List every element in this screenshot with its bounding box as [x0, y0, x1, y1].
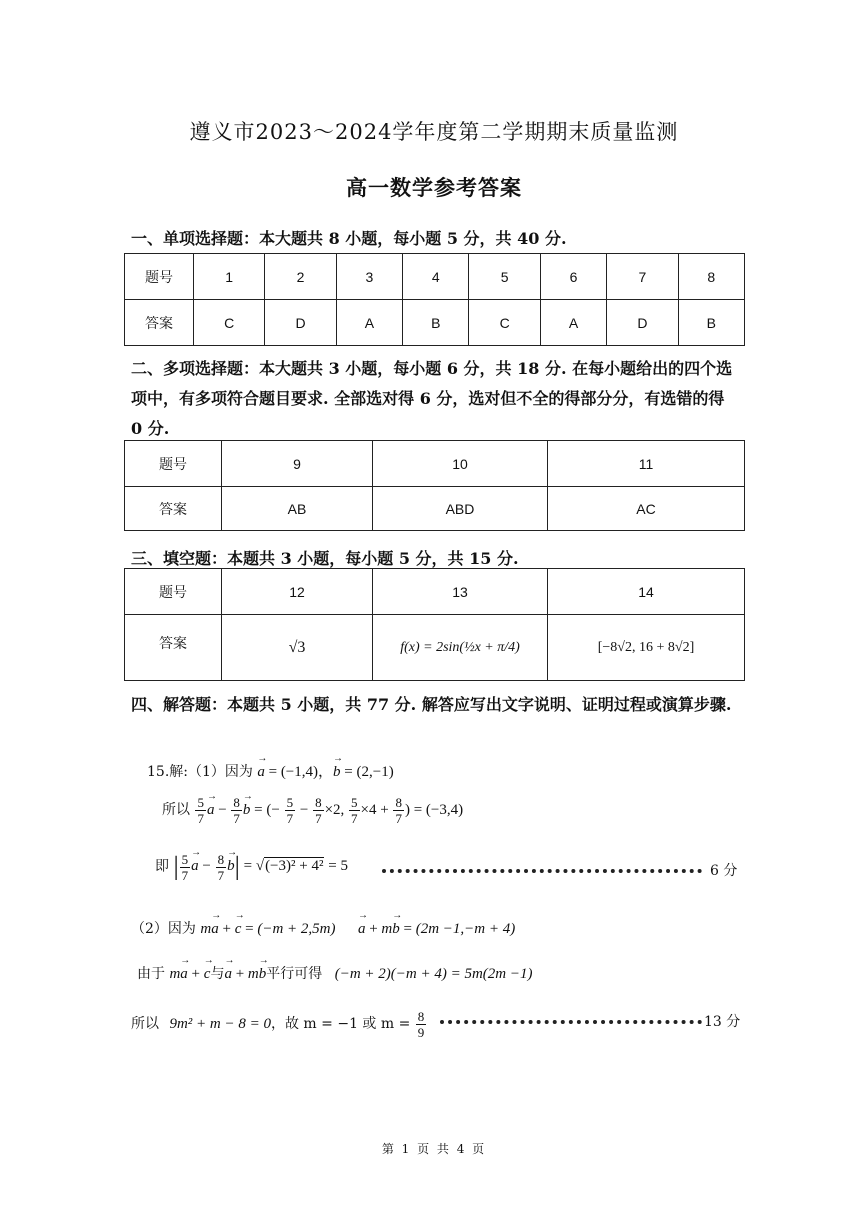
cell-number: 13 — [373, 569, 548, 615]
answer-13 — [373, 615, 548, 681]
page-title: 遵义市2023～2024学年度第二学期期末质量监测 — [189, 120, 679, 144]
answer-12-text: √3 — [288, 638, 306, 656]
section2-table — [124, 440, 745, 531]
answer-14 — [548, 615, 745, 681]
row-label-number: 题号 — [125, 569, 222, 615]
q15-line6: 所以 9m² + m − 8 = 0，故 m = −1 或 m = $\frac{8}{9}$ — [131, 1009, 425, 1040]
q15-ji-label: 即 — [155, 858, 169, 875]
row-label-number: 题号 — [125, 254, 194, 300]
vector-b-symbol: → b — [333, 764, 341, 781]
section1-heading: 一、单项选择题：本大题共 8 小题，每小题 5 分，共 40 分. — [131, 229, 567, 248]
dotted-leader — [382, 869, 702, 873]
answer-13-text: f(x) = 2sin(½x + π/4) — [400, 639, 520, 655]
section3-heading: 三、填空题：本题共 3 小题，每小题 5 分，共 15 分. — [131, 549, 519, 568]
row-label-answer: 答案 — [125, 487, 222, 531]
page-footer: 第 1 页 共 4 页 — [381, 1142, 487, 1156]
q15-so-label: 所以 — [162, 801, 190, 818]
q15-line4: （2）因为 m→ a + → c = (−m + 2,5m) → a + m→ b = (2m −1,−m + 4) — [131, 918, 515, 938]
q15-line1: 15.解:（1）因为 → a = (−1,4)，→ b = (2,−1) — [147, 760, 394, 781]
cell-number: 8 — [678, 254, 744, 300]
section2-heading: 二、多项选择题：本大题共 3 小题，每小题 6 分，共 18 分. 在每小题给出的四个选项中，有多项符合题目要求. 全部选对得 6 分，选对但不全的得部分分，有选错的得 0 分. — [131, 359, 733, 438]
q15-part2-label: （2）因为 — [131, 921, 196, 937]
cell-answer: D — [265, 300, 336, 346]
cell-number: 1 — [194, 254, 265, 300]
cell-answer: ABD — [373, 487, 548, 531]
vector-a-value: (−1,4) — [280, 764, 319, 780]
section1-table — [124, 253, 745, 346]
q15-therefore: ，故 m = −1 或 m = — [270, 1015, 411, 1032]
q15-expr1: (−m + 2,5m) — [257, 921, 336, 937]
cell-answer: AB — [222, 487, 373, 531]
q15-eq: 9m² + m − 8 = 0 — [169, 1015, 271, 1032]
q15-line2: 所以 $\frac{5}{7}$ → a − $\frac{8}{7}$ → b = (− $\frac{5}{7}$ − $\frac{8}{7}$ ×2, $\frac{5}{7}$ ×4 + $\frac{8}{7}$ ) = (−3,4) — [162, 796, 463, 825]
cell-number: 5 — [469, 254, 540, 300]
q15-parallel: 平行可得 — [266, 966, 323, 982]
score-13: 13 分 — [704, 1014, 741, 1030]
vector-b-value: (2,−1) — [356, 764, 394, 780]
section4-heading: 四、解答题：本题共 5 小题，共 77 分. 解答应写出文字说明、证明过程或演算步骤. — [131, 695, 732, 714]
cell-number: 14 — [548, 569, 745, 615]
row-label-number: 题号 — [125, 441, 222, 487]
cell-number: 9 — [222, 441, 373, 487]
cell-answer: C — [469, 300, 540, 346]
vector-a-symbol: → a — [257, 764, 265, 781]
q15-result1: (−3,4) — [425, 801, 464, 818]
cell-answer: A — [336, 300, 402, 346]
page-subtitle: 高一数学参考答案 — [346, 175, 522, 200]
q15-intro: 15.解:（1）因为 — [147, 764, 253, 780]
score-6: 6 分 — [710, 863, 738, 879]
q15-line3: 即 | $\frac{5}{7}$ → a − $\frac{8}{7}$ → b| = √(−3)² + 4² = 5 — [155, 852, 348, 882]
answer-12 — [222, 615, 373, 681]
cell-number: 10 — [373, 441, 548, 487]
row-label-answer: 答案 — [125, 300, 194, 346]
cell-number: 4 — [403, 254, 469, 300]
cell-number: 6 — [540, 254, 606, 300]
cell-answer: B — [403, 300, 469, 346]
dotted-leader — [440, 1020, 702, 1024]
q15-line5: 由于 m→ a + → c与→ a + m→ b平行可得 (−m + 2)(−m + 4) = 5m(2m −1) — [137, 963, 533, 983]
cell-answer: AC — [548, 487, 745, 531]
q15-so2-label: 所以 — [131, 1015, 159, 1032]
q15-you-label: 由于 — [137, 966, 165, 982]
row-label-answer: 答案 — [125, 615, 222, 681]
cell-number: 12 — [222, 569, 373, 615]
cell-answer: C — [194, 300, 265, 346]
q15-yu: 与 — [210, 966, 225, 982]
cell-number: 11 — [548, 441, 745, 487]
q15-result2: 5 — [340, 858, 348, 875]
cell-answer: A — [540, 300, 606, 346]
section3-table — [124, 568, 745, 681]
q15-parallel-eq: (−m + 2)(−m + 4) = 5m(2m −1) — [334, 966, 533, 982]
q15-expr2: (2m −1,−m + 4) — [415, 921, 516, 937]
answer-14-text: [−8√2, 16 + 8√2] — [597, 639, 695, 655]
cell-number: 2 — [265, 254, 336, 300]
cell-number: 3 — [336, 254, 402, 300]
cell-number: 7 — [607, 254, 678, 300]
cell-answer: D — [607, 300, 678, 346]
cell-answer: B — [678, 300, 744, 346]
